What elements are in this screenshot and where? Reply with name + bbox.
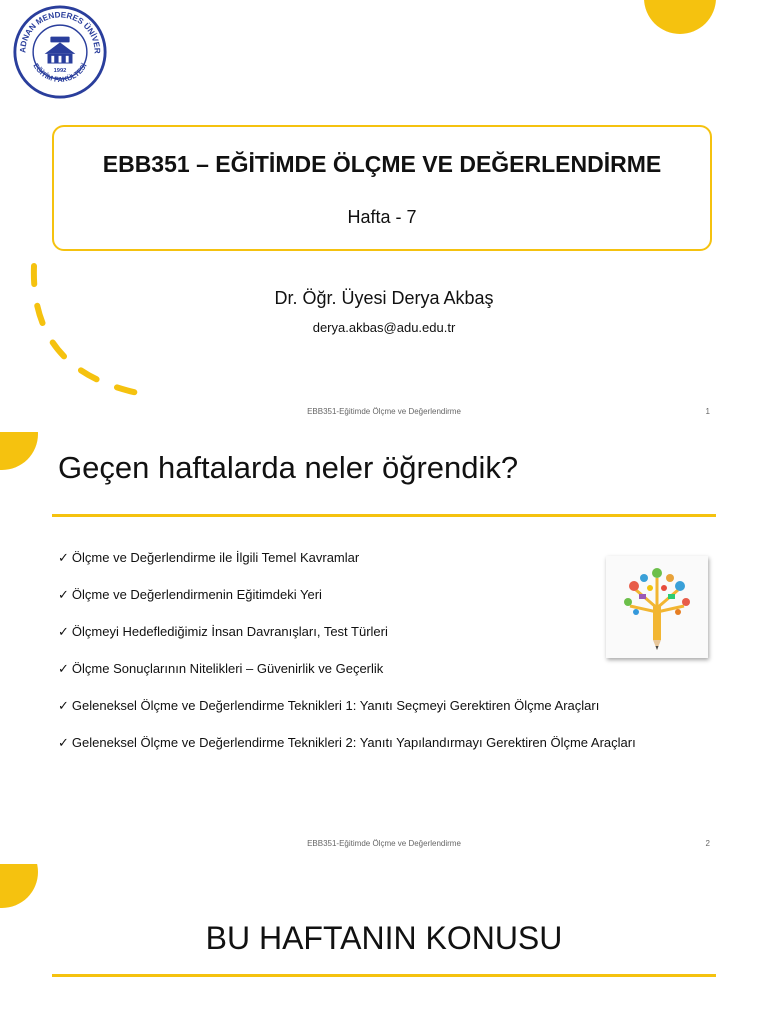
list-item xyxy=(58,550,636,587)
university-logo xyxy=(12,4,108,100)
list-item xyxy=(58,698,636,735)
check-icon: ✓ xyxy=(58,698,69,713)
slide-heading: Geçen haftalarda neler öğrendik? xyxy=(58,450,519,485)
list-item-text: Ölçme ve Değerlendirme ile İlgili Temel Kavramlar xyxy=(71,550,360,565)
slide-1 xyxy=(0,0,768,432)
list-item xyxy=(58,661,636,698)
title-box xyxy=(52,125,712,251)
slide-2 xyxy=(0,432,768,864)
topic-list xyxy=(58,550,636,772)
slide-3 xyxy=(0,864,768,1024)
list-item-text: Geleneksel Ölçme ve Değerlendirme Teknikleri 1: Yanıtı Seçmeyi Gerektiren Ölçme Araçları xyxy=(71,698,600,713)
heading-underline xyxy=(52,974,716,977)
decor-circle-top-left xyxy=(0,864,38,908)
decor-circle-top-right xyxy=(644,0,716,34)
logo-year: 1992 xyxy=(53,68,67,75)
slide-subtitle: Hafta - 7 xyxy=(347,207,417,227)
author-email: derya.akbas@adu.edu.tr xyxy=(312,320,456,335)
check-icon: ✓ xyxy=(58,624,69,639)
pencil-tree-image xyxy=(606,556,708,658)
decor-circle-top-left xyxy=(0,432,38,470)
page-number: 1 xyxy=(705,407,710,416)
slide-footer: EBB351-Eğitimde Ölçme ve Değerlendirme xyxy=(307,407,461,416)
list-item-text: Ölçme Sonuçlarının Nitelikleri – Güvenirlik ve Geçerlik xyxy=(71,661,384,676)
heading-underline xyxy=(52,514,716,517)
pencil-tree-icon xyxy=(606,556,708,658)
check-icon: ✓ xyxy=(58,587,69,602)
slide-heading: BU HAFTANIN KONUSU xyxy=(205,920,563,956)
page-number: 2 xyxy=(705,839,710,848)
slide-footer: EBB351-Eğitimde Ölçme ve Değerlendirme xyxy=(307,839,461,848)
list-item xyxy=(58,735,636,772)
check-icon: ✓ xyxy=(58,550,69,565)
slide-title: EBB351 – EĞİTİMDE ÖLÇME VE DEĞERLENDİRME xyxy=(102,151,662,177)
list-item-text: Ölçme ve Değerlendirmenin Eğitimdeki Yeri xyxy=(71,587,322,602)
check-icon: ✓ xyxy=(58,661,69,676)
list-item-text: Geleneksel Ölçme ve Değerlendirme Teknikleri 2: Yanıtı Yapılandırmayı Gerektiren Ölçme Araçları xyxy=(71,735,636,750)
decor-dashed-arc xyxy=(20,258,170,408)
list-item xyxy=(58,624,636,661)
list-item xyxy=(58,587,636,624)
check-icon: ✓ xyxy=(58,735,69,750)
logo-ring-text: ADNAN MENDERES ÜNİVER xyxy=(18,10,102,54)
logo-bottom-text: EĞİTİM FAKÜLTESİ xyxy=(31,61,89,84)
list-item-text: Ölçmeyi Hedeflediğimiz İnsan Davranışları, Test Türleri xyxy=(71,624,388,639)
author-name: Dr. Öğr. Üyesi Derya Akbaş xyxy=(274,288,494,308)
